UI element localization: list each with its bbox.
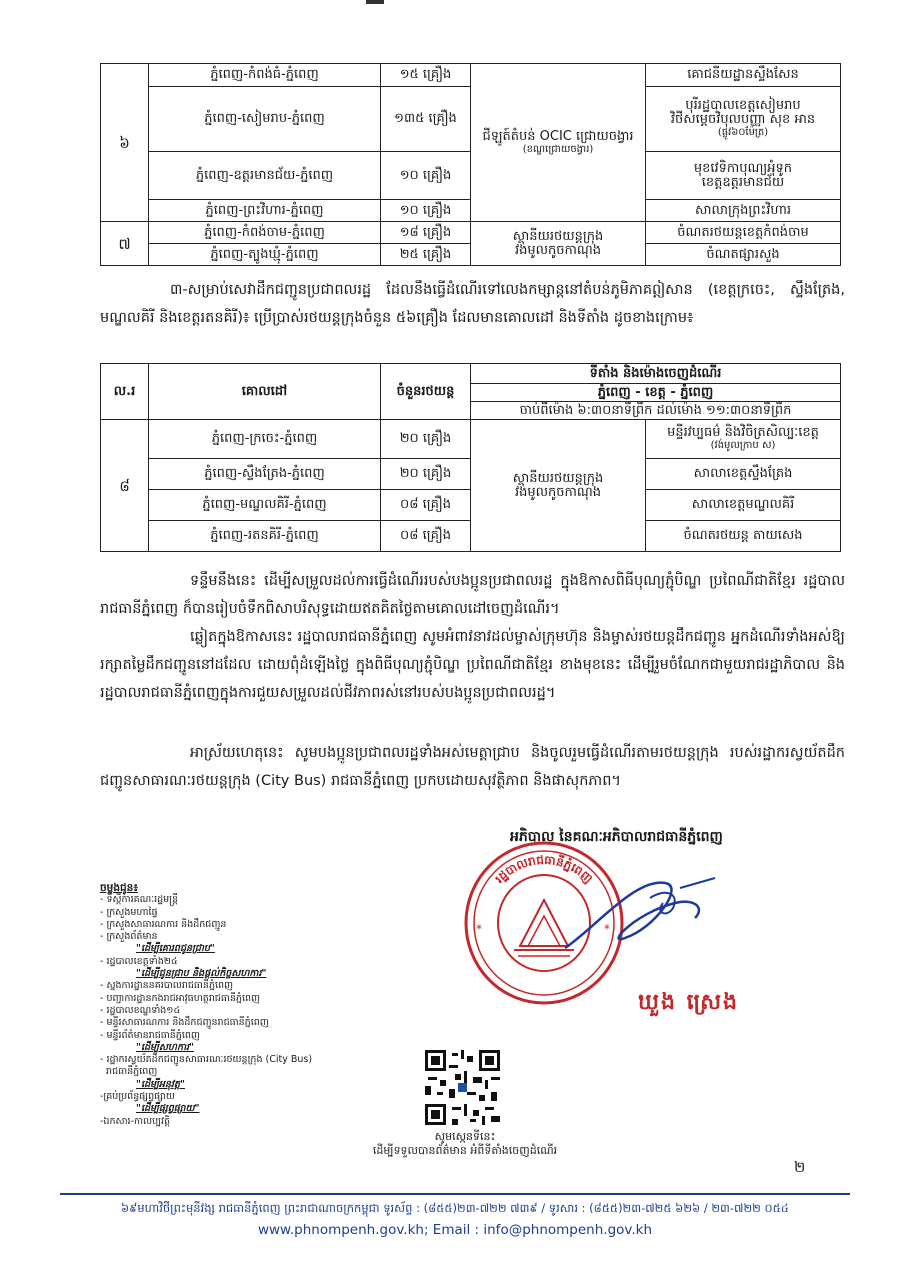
drop-off-cell — [646, 420, 841, 459]
header-route-direction: ភ្នំពេញ - ខេត្ត - ភ្នំពេញ — [471, 384, 841, 402]
route-cell: ភ្នំពេញ-ឧត្តរមានជ័យ-ភ្នំពេញ — [149, 152, 381, 200]
route-cell: ភ្នំពេញ-ស្ទឹងត្រែង-ភ្នំពេញ — [149, 459, 381, 490]
svg-text:*: * — [604, 922, 610, 936]
bus-count-cell: ១៥ គ្រឿង — [381, 64, 471, 87]
route-table-2 — [100, 363, 841, 552]
paragraph-appeal: ឆ្លៀតក្នុងឱកាសនេះ រដ្ឋបាលរាជធានីភ្នំពេញ សូមអំពាវនាវដល់ម្ចាស់ក្រុមហ៊ុន និងម្ចាស់រថយន្តដឹកជញ្ជូន អ្នកដំណើរទាំងអស់ឱ្យរក្សាតម្លៃដឹកជញ្ជូននៅដដែល ដោយពុំដំឡើងថ្លៃ ក្នុងពិធីបុណ្យភ្ជុំបិណ្ឌ ប្រពៃណីជាតិខ្មែរ ខាងមុខនេះ ដើម្បីរួមចំណែកជាមួយរាជរដ្ឋាភិបាល និងរដ្ឋបាលរាជធានីភ្នំពេញក្នុងការជួយសម្រួលដល់ជីវភាពរស់នៅរបស់បងប្អូនប្រជាពលរដ្ឋ។ — [100, 629, 845, 701]
website-link[interactable]: www.phnompenh.gov.kh — [257, 1222, 424, 1238]
route-cell: ភ្នំពេញ-ក្រចេះ-ភ្នំពេញ — [149, 420, 381, 459]
drop-off-cell — [646, 87, 841, 152]
section-3-intro: ៣-សម្រាប់សេវាដឹកជញ្ជូនប្រជាពលរដ្ឋ ដែលនឹងធ្វើដំណើរទៅលេងកម្សាន្តនៅតំបន់ភូមិភាគឦសាន (ខេត្តក្រចេះ, ស្ទឹងត្រែង, មណ្ឌលគិរី និងខេត្តរតនគិរី)៖ ប្រើប្រាស់រថយន្តក្រុងចំនួន ៥៦គ្រឿង ដែលមានគោលដៅ និងទីតាំង ដូចខាងក្រោម៖ — [100, 282, 845, 326]
departure-station-cell — [471, 420, 646, 552]
drop-off-cell: សាលាក្រុងព្រះវិហារ — [646, 200, 841, 222]
table-row — [101, 420, 841, 459]
page-number: ២ — [794, 1158, 806, 1176]
paragraph-water: ទន្ទឹមនឹងនេះ ដើម្បីសម្រួលដល់ការធ្វើដំណើររបស់បងប្អូនប្រជាពលរដ្ឋ ក្នុងឱកាសពិធីបុណ្យភ្ជុំបិណ្ឌ ប្រពៃណីជាតិខ្មែរ រដ្ឋបាលរាជធានីភ្នំពេញ ក៏បានរៀបចំទឹកពិសាបរិសុទ្ធដោយឥតគិតថ្លៃតាមគោលដៅចេញដំណើរ។ — [100, 573, 845, 617]
qr-caption-line2: ដើម្បីទទួលបានព័ត៌មាន អំពីទីតាំងចេញដំណើរ — [372, 1144, 558, 1157]
seal-text: រដ្ឋបាលរាជធានីភ្នំពេញ — [492, 852, 596, 886]
carbon-copy-list — [100, 882, 312, 1128]
cc-item: រាជធានីភ្នំពេញ — [100, 1066, 158, 1078]
cc-item: - ទីស្ដីការគណៈរដ្ឋមន្ត្រី — [100, 894, 179, 906]
row-number: ៦ — [101, 64, 149, 222]
route-table-1 — [100, 63, 841, 266]
header-destination: គោលដៅ — [149, 364, 381, 420]
handwritten-signature — [555, 858, 725, 968]
cc-note: "ដើម្បីជូនជ្រាប និងផ្ដល់កិច្ចសហការ" — [136, 968, 267, 980]
drop-off-cell: គោជនីយដ្ឋានស្ទឹងសែន — [646, 64, 841, 87]
drop-off-cell: សាលាខេត្តស្ទឹងត្រែង — [646, 459, 841, 490]
drop-off-line: មុខវេទិកាបុណ្យអុំទូក — [693, 160, 793, 176]
cc-note: "ដើម្បីគោរពជូនជ្រាប" — [136, 943, 215, 955]
route-cell: ភ្នំពេញ-កំពង់ធំ-ភ្នំពេញ — [149, 64, 381, 87]
bus-count-cell: ១០ គ្រឿង — [381, 200, 471, 222]
row-number: ៨ — [101, 420, 149, 552]
route-cell: ភ្នំពេញ-ព្រះវិហារ-ភ្នំពេញ — [149, 200, 381, 222]
bus-count-cell: ០៨ គ្រឿង — [381, 490, 471, 521]
cc-item: - រដ្ឋាករស្វយ័តដឹកជញ្ជូនសាធារណៈរថយន្តក្រុង (City Bus) — [100, 1054, 313, 1066]
departure-station-cell — [471, 222, 646, 266]
drop-off-cell: ចំណតរថយន្តខេត្តកំពង់ចាម — [646, 222, 841, 244]
table-row — [101, 64, 841, 87]
drop-off-cell: ចំណតរថយន្ត តាយសេង — [646, 521, 841, 552]
cc-note: "ដើម្បីផ្សព្វផ្សាយ" — [136, 1103, 200, 1115]
drop-off-note: (ផ្លូវ៦០ម៉ែត្រ) — [717, 127, 769, 138]
bus-count-cell: ២៥ គ្រឿង — [381, 244, 471, 266]
bus-count-cell: ១០ គ្រឿង — [381, 152, 471, 200]
footer-address: ៦៩មហាវិថីព្រះមុនីវង្ស រាជធានីភ្នំពេញ ព្រះរាជាណាចក្រកម្ពុជា ទូរស័ព្ទ : (៨៥៥)២៣-៧២២ ៧៣៩ / ទូរសារ : (៨៥៥)២៣-៧២៥ ៦២៦ / ២៣-៧២២ ០៥៤ — [121, 1201, 789, 1215]
signer-title: អភិបាល នៃគណៈអភិបាលរាជធានីភ្នំពេញ — [510, 829, 723, 845]
header-departure-time: ចាប់ពីម៉ោង ៦:៣០នាទីព្រឹក ដល់ម៉ោង ១១:៣០នាទីព្រឹក — [471, 402, 841, 420]
station-name-line2: វង់មូលកូចកាណុង — [514, 484, 601, 500]
signer-name: ឃួង ស្រេង — [638, 990, 740, 1015]
top-edge-mark — [366, 0, 384, 4]
drop-off-cell: សាលាខេត្តមណ្ឌលគិរី — [646, 490, 841, 521]
station-name-line2: វង់មូលកូចកាណុង — [514, 242, 601, 258]
qr-caption-line1: សូមស្កេនទីនេះ — [434, 1130, 496, 1143]
station-name: ជីឡូត៍តំបន់ OCIC ជ្រោយចង្វារ — [482, 128, 634, 144]
qr-caption — [360, 1130, 570, 1158]
bus-count-cell: ២០ គ្រឿង — [381, 459, 471, 490]
cc-item: -គ្រប់ប្រព័ន្ធផ្សព្វផ្សាយ — [100, 1091, 175, 1103]
route-cell: ភ្នំពេញ-ត្បូងឃ្មុំ-ភ្នំពេញ — [149, 244, 381, 266]
header-bus-count: ចំនួនរថយន្ត — [381, 364, 471, 420]
header-location: ទីតាំង និងម៉ោងចេញដំណើរ — [471, 364, 841, 384]
station-note: (ខណ្ឌជ្រោយចង្វារ) — [522, 143, 594, 155]
drop-off-cell: ចំណតផ្សារសួង — [646, 244, 841, 266]
drop-off-line: បុរីរដ្ឋបាលខេត្តសៀមរាប — [685, 98, 801, 113]
table-row — [101, 222, 841, 244]
paragraph-conclusion: អាស្រ័យហេតុនេះ សូមបងប្អូនប្រជាពលរដ្ឋទាំងអស់មេត្តាជ្រាប និងចូលរួមធ្វើដំណើរតាមរថយន្តក្រុង របស់រដ្ឋាករស្វយ័តដឹកជញ្ជូនសាធារណៈរថយន្តក្រុង (City Bus) រាជធានីភ្នំពេញ ប្រកបដោយសុវត្ថិភាព និងផាសុកភាព។ — [100, 745, 845, 789]
bus-count-cell: ២០ គ្រឿង — [381, 420, 471, 459]
station-name: ស្ថានីយរថយន្តក្រុង — [512, 470, 604, 486]
route-cell: ភ្នំពេញ-មណ្ឌលគិរី-ភ្នំពេញ — [149, 490, 381, 521]
qr-code[interactable] — [425, 1050, 500, 1125]
drop-off-note: (វង់មូលក្រាប ស) — [710, 440, 776, 451]
route-cell: ភ្នំពេញ-រតនគិរី-ភ្នំពេញ — [149, 521, 381, 552]
cc-note: "ដើម្បីអនុវត្ត" — [136, 1078, 185, 1090]
departure-station-cell — [471, 64, 646, 222]
bus-count-cell: ១៨ គ្រឿង — [381, 222, 471, 244]
cc-item: - ស្នងការដ្ឋាននគរបាលរាជធានីភ្នំពេញ — [100, 980, 234, 992]
row-number: ៧ — [101, 222, 149, 266]
table-header-row — [101, 364, 841, 384]
route-cell: ភ្នំពេញ-សៀមរាប-ភ្នំពេញ — [149, 87, 381, 152]
email-link[interactable]: ; Email : info@phnompenh.gov.kh — [423, 1222, 653, 1238]
cc-item: - ក្រសួងព័ត៌មាន — [100, 931, 158, 943]
header-no: ល.រ — [101, 364, 149, 420]
cc-item: - មន្ទីរសាធារណការ និងដឹកជញ្ជូនរាជធានីភ្នំពេញ — [100, 1017, 269, 1029]
cc-item: - រដ្ឋបាលខេត្តទាំង២៤ — [100, 955, 178, 967]
drop-off-cell — [646, 152, 841, 200]
bus-count-cell: ១៣៥ គ្រឿង — [381, 87, 471, 152]
svg-text:*: * — [476, 922, 482, 936]
station-name: ស្ថានីយរថយន្តក្រុង — [512, 228, 604, 244]
cc-note: "ដើម្បីសហការ" — [136, 1041, 194, 1053]
route-cell: ភ្នំពេញ-កំពង់ចាម-ភ្នំពេញ — [149, 222, 381, 244]
cc-item: - ក្រសួងមហាផ្ទៃ — [100, 906, 158, 918]
drop-off-line: វិថីសម្ដេចវិបុលបញ្ញា សុខ អាន — [670, 112, 816, 127]
cc-item: - រដ្ឋបាលខណ្ឌទាំង១៤ — [100, 1004, 181, 1016]
cc-item: - មន្ទីរព័ត៌មានរាជធានីភ្នំពេញ — [100, 1029, 200, 1041]
drop-off-line: ខេត្តឧត្តរមានជ័យ — [701, 174, 785, 190]
cc-item: - បញ្ជាការដ្ឋានកងរាជអាវុធហត្ថរាជធានីភ្នំពេញ — [100, 992, 261, 1004]
cc-item: -ឯកសារ-កាលប្បវត្តិ — [100, 1115, 170, 1127]
bus-count-cell: ០៨ គ្រឿង — [381, 521, 471, 552]
cc-title: ចម្លងជូន៖ — [100, 882, 138, 894]
drop-off-line: មន្ទីរវប្បធម៌ និងវិចិត្រសិល្បៈខេត្ត — [667, 425, 819, 440]
cc-item: - ក្រសួងសាធារណការ និងដឹកជញ្ជូន — [100, 918, 227, 930]
footer-divider — [60, 1193, 850, 1195]
footer-contact — [60, 1222, 850, 1238]
